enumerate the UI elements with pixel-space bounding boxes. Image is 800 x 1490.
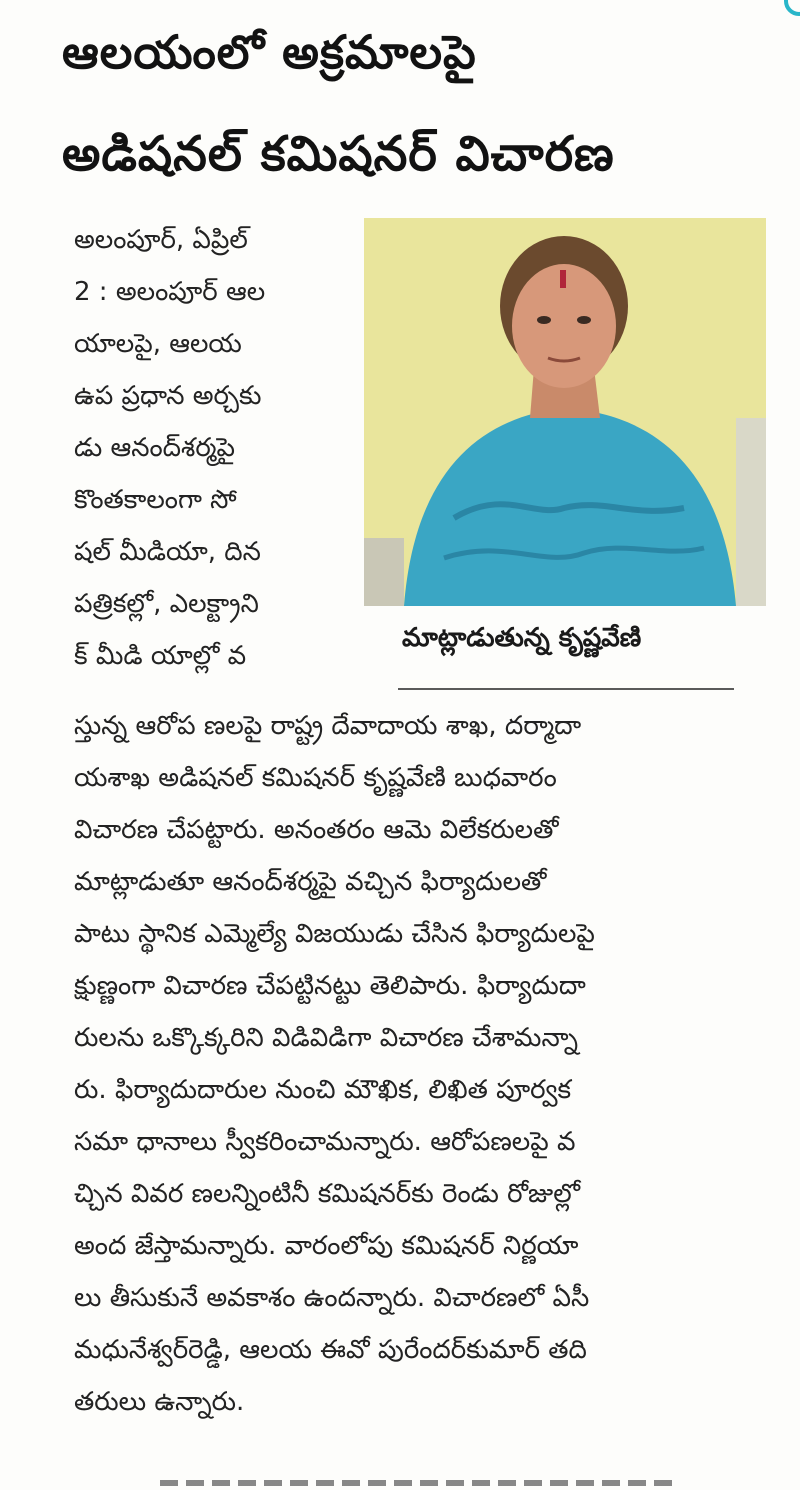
caption-divider — [398, 688, 734, 690]
body-line: తరులు ఉన్నారు. — [74, 1387, 245, 1417]
headline-line-2: అడిషనల్ కమిషనర్ విచారణ — [62, 126, 615, 182]
body-line: క్షుణ్ణంగా విచారణ చేపట్టినట్టు తెలిపారు. ఫిర్యాదుదా — [74, 971, 586, 1001]
body-line: అంద జేస్తామన్నారు. వారంలోపు కమిషనర్ నిర్ణయా — [74, 1231, 579, 1261]
body-line: మాట్లాడుతూ ఆనంద్‌శర్మపై వచ్చిన ఫిర్యాదులతో — [74, 867, 547, 897]
photo-krishnaveni — [364, 218, 766, 606]
portrait-illustration — [364, 218, 766, 606]
corner-ring-mark — [784, 0, 800, 16]
body-line: సమా ధానాలు స్వీకరించామన్నారు. ఆరోపణలపై వ — [74, 1127, 576, 1157]
column-line: అలంపూర్, ఏప్రిల్ — [74, 225, 248, 255]
column-line: క్ మీడి యాల్లో వ — [74, 641, 247, 671]
body-line: యశాఖ అడిషనల్ కమిషనర్ కృష్ణవేణి బుధవారం — [74, 763, 557, 793]
body-line: చ్చిన వివర ణలన్నింటినీ కమిషనర్‌కు రెండు రోజుల్లో — [74, 1179, 580, 1209]
column-line: ఉప ప్రధాన అర్చకు — [74, 381, 262, 411]
headline-line-1: ఆలయంలో అక్రమాలపై — [62, 25, 477, 79]
column-line: షల్ మీడియా, దిన — [74, 537, 261, 567]
body-line: రులను ఒక్కొక్కరిని విడివిడిగా విచారణ చేశామన్నా — [74, 1023, 578, 1053]
column-line: 2 : అలంపూర్ ఆల — [74, 277, 266, 307]
column-line: కొంతకాలంగా సో — [74, 485, 237, 515]
body-line: లు తీసుకునే అవకాశం ఉందన్నారు. విచారణలో ఏసీ — [74, 1283, 590, 1313]
body-line: స్తున్న ఆరోప ణలపై రాష్ట్ర దేవాదాయ శాఖ, దర్మాదా — [74, 711, 582, 741]
body-line: పాటు స్థానిక ఎమ్మెల్యే విజయుడు చేసిన ఫిర్యాదులపై — [74, 919, 595, 949]
photo-caption: మాట్లాడుతున్న కృష్ణవేణి — [402, 623, 642, 653]
cut-off-next-line — [160, 1474, 680, 1490]
body-line: మధునేశ్వర్‌రెడ్డి, ఆలయ ఈవో పురేందర్‌కుమార్ తది — [74, 1335, 587, 1365]
column-line: డు ఆనంద్‌శర్మపై — [74, 433, 236, 463]
column-line: పత్రికల్లో, ఎలక్ట్రాని — [74, 589, 259, 619]
body-line: విచారణ చేపట్టారు. అనంతరం ఆమె విలేకరులతో — [74, 815, 559, 845]
body-line: రు. ఫిర్యాదుదారుల నుంచి మౌఖిక, లిఖిత పూర్వక — [74, 1075, 572, 1105]
column-line: యాలపై, ఆలయ — [74, 329, 242, 359]
